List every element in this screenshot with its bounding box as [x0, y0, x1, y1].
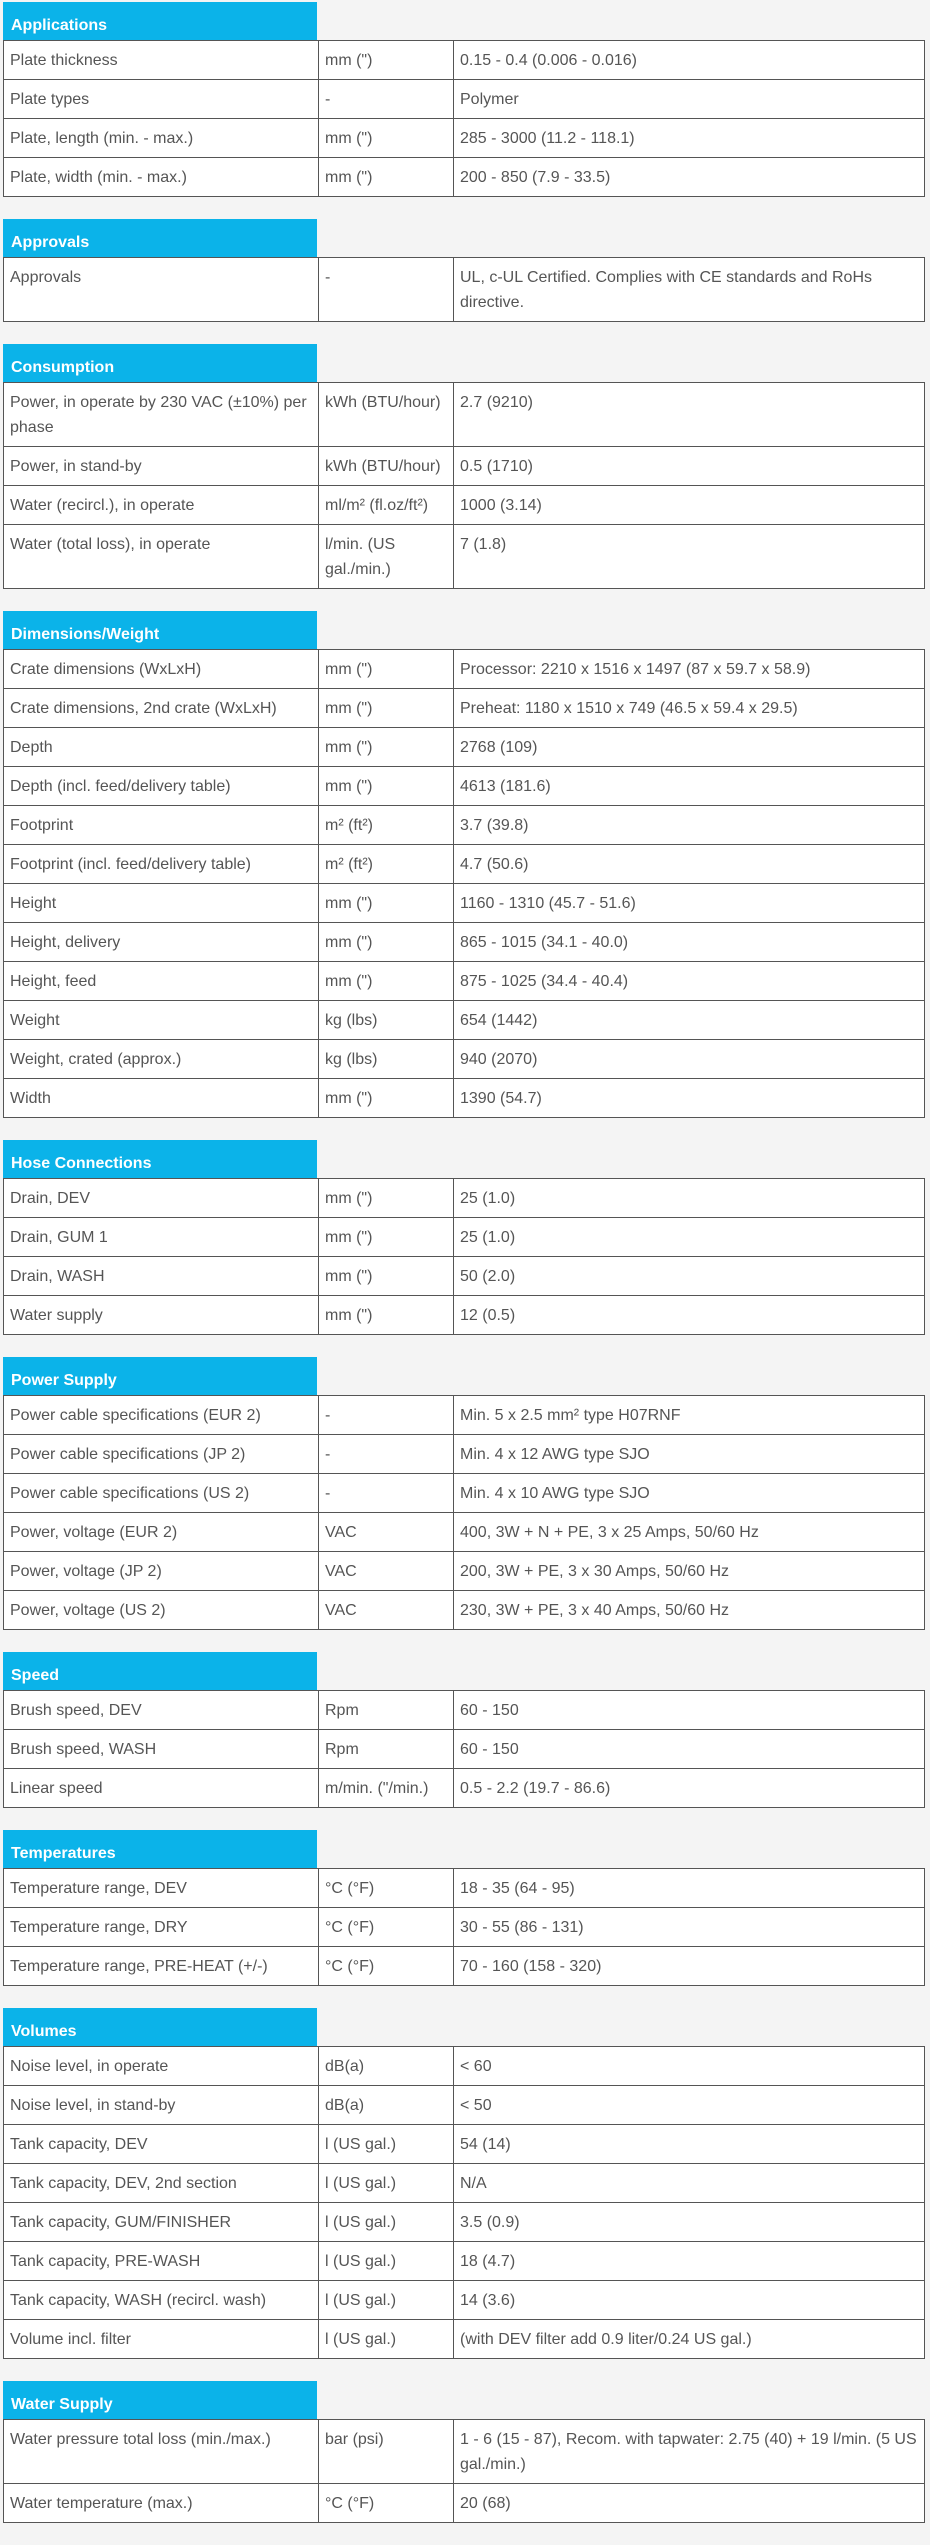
spec-label-cell: Volume incl. filter [4, 2320, 319, 2359]
table-row [4, 1179, 925, 1218]
spec-value-cell: 18 - 35 (64 - 95) [454, 1869, 925, 1908]
section-header: Dimensions/Weight [3, 611, 317, 649]
table-row [4, 80, 925, 119]
spec-unit-cell: kWh (BTU/hour) [319, 447, 454, 486]
spec-label-cell: Height [4, 884, 319, 923]
table-row [4, 806, 925, 845]
spec-label-cell: Power, voltage (JP 2) [4, 1552, 319, 1591]
spec-table [3, 2419, 925, 2523]
spec-label-cell: Width [4, 1079, 319, 1118]
spec-value-cell: 2.7 (9210) [454, 383, 925, 447]
spec-label-cell: Brush speed, WASH [4, 1730, 319, 1769]
spec-unit-cell: Rpm [319, 1730, 454, 1769]
spec-unit-cell: VAC [319, 1513, 454, 1552]
spec-value-cell: 4613 (181.6) [454, 767, 925, 806]
table-row [4, 383, 925, 447]
spec-value-cell: 200 - 850 (7.9 - 33.5) [454, 158, 925, 197]
section-volumes [3, 2008, 925, 2359]
table-row [4, 158, 925, 197]
table-row [4, 1947, 925, 1986]
table-row [4, 1769, 925, 1808]
table-row [4, 41, 925, 80]
spec-unit-cell: bar (psi) [319, 2420, 454, 2484]
table-row [4, 689, 925, 728]
spec-label-cell: Noise level, in stand-by [4, 2086, 319, 2125]
spec-label-cell: Weight, crated (approx.) [4, 1040, 319, 1079]
spec-value-cell: < 50 [454, 2086, 925, 2125]
section-header: Water Supply [3, 2381, 317, 2419]
spec-label-cell: Water temperature (max.) [4, 2484, 319, 2523]
spec-label-cell: Footprint (incl. feed/delivery table) [4, 845, 319, 884]
spec-label-cell: Tank capacity, DEV, 2nd section [4, 2164, 319, 2203]
spec-value-cell: (with DEV filter add 0.9 liter/0.24 US gal.) [454, 2320, 925, 2359]
spec-label-cell: Tank capacity, WASH (recircl. wash) [4, 2281, 319, 2320]
spec-unit-cell: mm (") [319, 1296, 454, 1335]
spec-label-cell: Water (recircl.), in operate [4, 486, 319, 525]
section-header: Temperatures [3, 1830, 317, 1868]
spec-unit-cell: l (US gal.) [319, 2164, 454, 2203]
spec-value-cell: 50 (2.0) [454, 1257, 925, 1296]
spec-unit-cell: °C (°F) [319, 2484, 454, 2523]
spec-label-cell: Power, in stand-by [4, 447, 319, 486]
spec-table [3, 1395, 925, 1630]
section-speed [3, 1652, 925, 1808]
spec-value-cell: Processor: 2210 x 1516 x 1497 (87 x 59.7 x 58.9) [454, 650, 925, 689]
table-row [4, 119, 925, 158]
spec-unit-cell: m² (ft²) [319, 845, 454, 884]
spec-value-cell: 60 - 150 [454, 1691, 925, 1730]
table-row [4, 1474, 925, 1513]
spec-unit-cell: dB(a) [319, 2086, 454, 2125]
spec-label-cell: Footprint [4, 806, 319, 845]
table-row [4, 2203, 925, 2242]
spec-table [3, 2046, 925, 2359]
spec-value-cell: 20 (68) [454, 2484, 925, 2523]
table-row [4, 2420, 925, 2484]
section-header: Applications [3, 2, 317, 40]
spec-value-cell: 4.7 (50.6) [454, 845, 925, 884]
spec-table [3, 649, 925, 1118]
spec-unit-cell: mm (") [319, 1079, 454, 1118]
spec-label-cell: Tank capacity, PRE-WASH [4, 2242, 319, 2281]
table-row [4, 2484, 925, 2523]
spec-label-cell: Plate thickness [4, 41, 319, 80]
table-row [4, 1001, 925, 1040]
spec-unit-cell: mm (") [319, 1218, 454, 1257]
spec-label-cell: Plate types [4, 80, 319, 119]
spec-label-cell: Power cable specifications (JP 2) [4, 1435, 319, 1474]
spec-value-cell: 0.15 - 0.4 (0.006 - 0.016) [454, 41, 925, 80]
spec-unit-cell: mm (") [319, 41, 454, 80]
spec-value-cell: 400, 3W + N + PE, 3 x 25 Amps, 50/60 Hz [454, 1513, 925, 1552]
spec-label-cell: Water pressure total loss (min./max.) [4, 2420, 319, 2484]
spec-unit-cell: ml/m² (fl.oz/ft²) [319, 486, 454, 525]
spec-unit-cell: m² (ft²) [319, 806, 454, 845]
table-row [4, 1079, 925, 1118]
spec-value-cell: 1160 - 1310 (45.7 - 51.6) [454, 884, 925, 923]
spec-value-cell: UL, c-UL Certified. Complies with CE standards and RoHs directive. [454, 258, 925, 322]
spec-unit-cell: mm (") [319, 1179, 454, 1218]
spec-value-cell: Min. 5 x 2.5 mm² type H07RNF [454, 1396, 925, 1435]
spec-unit-cell: - [319, 258, 454, 322]
spec-unit-cell: mm (") [319, 650, 454, 689]
spec-value-cell: 60 - 150 [454, 1730, 925, 1769]
spec-unit-cell: mm (") [319, 689, 454, 728]
spec-unit-cell: °C (°F) [319, 1869, 454, 1908]
spec-value-cell: 3.5 (0.9) [454, 2203, 925, 2242]
spec-table [3, 1178, 925, 1335]
table-row [4, 2164, 925, 2203]
spec-unit-cell: l (US gal.) [319, 2125, 454, 2164]
table-row [4, 447, 925, 486]
section-applications [3, 2, 925, 197]
spec-label-cell: Power, voltage (EUR 2) [4, 1513, 319, 1552]
spec-value-cell: 230, 3W + PE, 3 x 40 Amps, 50/60 Hz [454, 1591, 925, 1630]
table-row [4, 486, 925, 525]
table-row [4, 525, 925, 589]
spec-value-cell: 875 - 1025 (34.4 - 40.4) [454, 962, 925, 1001]
spec-unit-cell: kWh (BTU/hour) [319, 383, 454, 447]
spec-label-cell: Depth (incl. feed/delivery table) [4, 767, 319, 806]
spec-value-cell: 1000 (3.14) [454, 486, 925, 525]
spec-unit-cell: dB(a) [319, 2047, 454, 2086]
section-water-supply [3, 2381, 925, 2523]
spec-value-cell: < 60 [454, 2047, 925, 2086]
table-row [4, 1908, 925, 1947]
spec-label-cell: Power cable specifications (US 2) [4, 1474, 319, 1513]
table-row [4, 2125, 925, 2164]
spec-value-cell: 654 (1442) [454, 1001, 925, 1040]
spec-unit-cell: l (US gal.) [319, 2242, 454, 2281]
spec-label-cell: Weight [4, 1001, 319, 1040]
spec-unit-cell: mm (") [319, 728, 454, 767]
table-row [4, 2281, 925, 2320]
spec-label-cell: Crate dimensions, 2nd crate (WxLxH) [4, 689, 319, 728]
spec-label-cell: Water (total loss), in operate [4, 525, 319, 589]
spec-value-cell: 70 - 160 (158 - 320) [454, 1947, 925, 1986]
spec-table [3, 40, 925, 197]
spec-value-cell: 7 (1.8) [454, 525, 925, 589]
table-row [4, 258, 925, 322]
table-row [4, 650, 925, 689]
spec-label-cell: Drain, GUM 1 [4, 1218, 319, 1257]
table-row [4, 2320, 925, 2359]
table-row [4, 1513, 925, 1552]
spec-label-cell: Temperature range, DEV [4, 1869, 319, 1908]
spec-unit-cell: kg (lbs) [319, 1001, 454, 1040]
section-dimensions-weight [3, 611, 925, 1118]
spec-label-cell: Height, feed [4, 962, 319, 1001]
table-row [4, 2242, 925, 2281]
spec-label-cell: Power, in operate by 230 VAC (±10%) per phase [4, 383, 319, 447]
spec-unit-cell: l/min. (US gal./min.) [319, 525, 454, 589]
spec-unit-cell: mm (") [319, 767, 454, 806]
spec-unit-cell: kg (lbs) [319, 1040, 454, 1079]
spec-value-cell: 3.7 (39.8) [454, 806, 925, 845]
table-row [4, 1730, 925, 1769]
spec-label-cell: Power, voltage (US 2) [4, 1591, 319, 1630]
section-consumption [3, 344, 925, 589]
section-header: Volumes [3, 2008, 317, 2046]
spec-value-cell: Min. 4 x 12 AWG type SJO [454, 1435, 925, 1474]
table-row [4, 1257, 925, 1296]
spec-label-cell: Temperature range, DRY [4, 1908, 319, 1947]
spec-unit-cell: °C (°F) [319, 1908, 454, 1947]
table-row [4, 2086, 925, 2125]
spec-value-cell: 285 - 3000 (11.2 - 118.1) [454, 119, 925, 158]
spec-label-cell: Crate dimensions (WxLxH) [4, 650, 319, 689]
section-power-supply [3, 1357, 925, 1630]
table-row [4, 1869, 925, 1908]
spec-table [3, 1690, 925, 1808]
spec-label-cell: Height, delivery [4, 923, 319, 962]
table-row [4, 923, 925, 962]
spec-label-cell: Approvals [4, 258, 319, 322]
section-approvals [3, 219, 925, 322]
section-header: Consumption [3, 344, 317, 382]
table-row [4, 1040, 925, 1079]
section-header: Power Supply [3, 1357, 317, 1395]
spec-label-cell: Temperature range, PRE-HEAT (+/-) [4, 1947, 319, 1986]
table-row [4, 845, 925, 884]
spec-label-cell: Tank capacity, DEV [4, 2125, 319, 2164]
table-row [4, 1396, 925, 1435]
spec-unit-cell: Rpm [319, 1691, 454, 1730]
spec-unit-cell: - [319, 80, 454, 119]
spec-value-cell: 30 - 55 (86 - 131) [454, 1908, 925, 1947]
spec-value-cell: 2768 (109) [454, 728, 925, 767]
spec-unit-cell: mm (") [319, 884, 454, 923]
table-row [4, 884, 925, 923]
spec-value-cell: Polymer [454, 80, 925, 119]
table-row [4, 728, 925, 767]
spec-value-cell: N/A [454, 2164, 925, 2203]
spec-unit-cell: °C (°F) [319, 1947, 454, 1986]
spec-unit-cell: mm (") [319, 962, 454, 1001]
spec-value-cell: 1 - 6 (15 - 87), Recom. with tapwater: 2.75 (40) + 19 l/min. (5 US gal./min.) [454, 2420, 925, 2484]
section-hose-connections [3, 1140, 925, 1335]
spec-label-cell: Water supply [4, 1296, 319, 1335]
spec-label-cell: Plate, length (min. - max.) [4, 119, 319, 158]
spec-unit-cell: l (US gal.) [319, 2320, 454, 2359]
spec-unit-cell: mm (") [319, 923, 454, 962]
table-row [4, 1296, 925, 1335]
table-row [4, 767, 925, 806]
spec-value-cell: 18 (4.7) [454, 2242, 925, 2281]
spec-label-cell: Plate, width (min. - max.) [4, 158, 319, 197]
section-header: Speed [3, 1652, 317, 1690]
spec-label-cell: Linear speed [4, 1769, 319, 1808]
spec-label-cell: Brush speed, DEV [4, 1691, 319, 1730]
table-row [4, 1435, 925, 1474]
section-temperatures [3, 1830, 925, 1986]
spec-value-cell: Preheat: 1180 x 1510 x 749 (46.5 x 59.4 x 29.5) [454, 689, 925, 728]
spec-value-cell: 865 - 1015 (34.1 - 40.0) [454, 923, 925, 962]
table-row [4, 1691, 925, 1730]
spec-unit-cell: - [319, 1474, 454, 1513]
spec-label-cell: Noise level, in operate [4, 2047, 319, 2086]
spec-unit-cell: VAC [319, 1591, 454, 1630]
table-row [4, 2047, 925, 2086]
table-row [4, 1552, 925, 1591]
spec-unit-cell: mm (") [319, 158, 454, 197]
spec-value-cell: 14 (3.6) [454, 2281, 925, 2320]
spec-unit-cell: l (US gal.) [319, 2203, 454, 2242]
spec-value-cell: 25 (1.0) [454, 1179, 925, 1218]
spec-value-cell: 12 (0.5) [454, 1296, 925, 1335]
spec-label-cell: Drain, WASH [4, 1257, 319, 1296]
spec-unit-cell: - [319, 1396, 454, 1435]
spec-unit-cell: l (US gal.) [319, 2281, 454, 2320]
spec-table [3, 1868, 925, 1986]
spec-label-cell: Power cable specifications (EUR 2) [4, 1396, 319, 1435]
spec-value-cell: 25 (1.0) [454, 1218, 925, 1257]
spec-table [3, 257, 925, 322]
table-row [4, 962, 925, 1001]
spec-unit-cell: VAC [319, 1552, 454, 1591]
spec-unit-cell: - [319, 1435, 454, 1474]
spec-value-cell: Min. 4 x 10 AWG type SJO [454, 1474, 925, 1513]
spec-unit-cell: mm (") [319, 1257, 454, 1296]
spec-value-cell: 200, 3W + PE, 3 x 30 Amps, 50/60 Hz [454, 1552, 925, 1591]
spec-value-cell: 54 (14) [454, 2125, 925, 2164]
spec-label-cell: Tank capacity, GUM/FINISHER [4, 2203, 319, 2242]
spec-label-cell: Drain, DEV [4, 1179, 319, 1218]
spec-value-cell: 0.5 (1710) [454, 447, 925, 486]
spec-unit-cell: mm (") [319, 119, 454, 158]
section-header: Approvals [3, 219, 317, 257]
spec-value-cell: 940 (2070) [454, 1040, 925, 1079]
spec-label-cell: Depth [4, 728, 319, 767]
spec-value-cell: 0.5 - 2.2 (19.7 - 86.6) [454, 1769, 925, 1808]
section-header: Hose Connections [3, 1140, 317, 1178]
table-row [4, 1591, 925, 1630]
spec-value-cell: 1390 (54.7) [454, 1079, 925, 1118]
spec-table [3, 382, 925, 589]
spec-unit-cell: m/min. ("/min.) [319, 1769, 454, 1808]
table-row [4, 1218, 925, 1257]
